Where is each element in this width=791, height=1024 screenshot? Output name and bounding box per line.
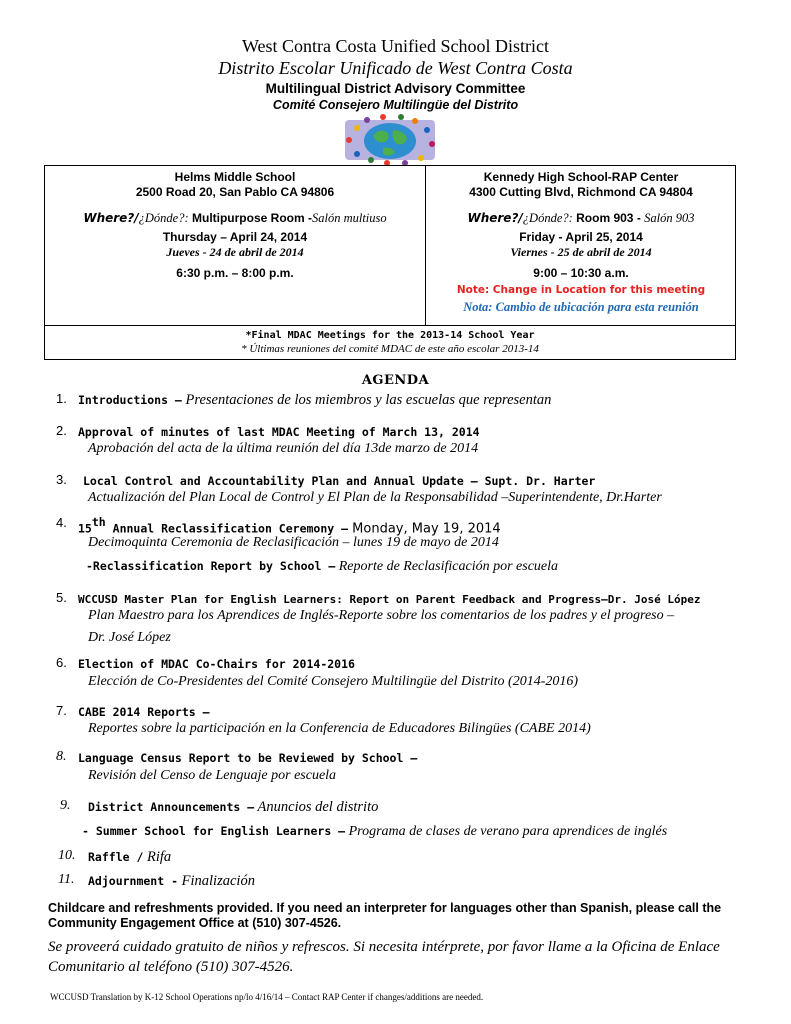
childcare-notice-es: Se proveerá cuidado gratuito de niños y refrescos. Si necesita intérprete, por favor llame a la Oficina de Enlace Comunitario al teléfono (510) 307-4526. (48, 939, 720, 975)
translation-credit: WCCUSD Translation by K-12 School Operations np/lo 4/16/14 – Contact RAP Center if changes/additions are needed. (50, 992, 484, 1002)
final-meetings-notice (44, 325, 736, 360)
meeting-date-en: Thursday – April 24, 2014 (162, 230, 308, 244)
item-subtitle-es: Reporte de Reclasificación por escuela (335, 559, 559, 574)
item-title-es: Finalización (178, 873, 255, 889)
item-title-es: Presentaciones de los miembros y las escuelas que representan (181, 392, 552, 408)
meeting-locations-table (44, 165, 736, 326)
item-title-en: Adjournment - (88, 874, 179, 888)
item-number: 3. (56, 472, 67, 487)
where-label-es: ¿Dónde?: (522, 211, 573, 225)
item-title-en: Language Census Report to be Reviewed by School – (78, 751, 418, 765)
location-room (45, 210, 425, 226)
meeting-date-en: Friday - April 25, 2014 (519, 230, 643, 244)
meeting-date-es: Jueves - 24 de abril de 2014 (166, 245, 304, 259)
location-kennedy (426, 166, 736, 316)
location-address: 4300 Cutting Blvd, Richmond CA 94804 (469, 185, 693, 199)
item-title-en: Local Control and Accountability Plan and Annual Update – Supt. Dr. Harter (83, 474, 596, 488)
item-number: 8. (56, 749, 67, 764)
room-label: Room 903 - (572, 211, 645, 225)
location-name: Kennedy High School-RAP Center (483, 170, 679, 184)
district-title-en: West Contra Costa Unified School District (241, 36, 549, 56)
room-label-es: Salón multiuso (311, 211, 387, 225)
item-number: 5. (56, 590, 67, 605)
item-number: 10. (58, 848, 76, 863)
item-title-es: Anuncios del distrito (254, 799, 379, 815)
item-title-es: Actualización del Plan Local de Control y El Plan de la Responsabilidad –Superintendente, Dr.Harter (88, 490, 662, 505)
location-change-note-en: Note: Change in Location for this meeting (456, 284, 706, 296)
item-number: 4. (56, 515, 67, 530)
item-number: 2. (56, 423, 67, 438)
item-title-en: Raffle / (88, 850, 144, 864)
where-label-en: Where?/ (83, 211, 139, 225)
location-name: Helms Middle School (174, 170, 296, 184)
item-subtitle (82, 824, 667, 840)
item-title-es: Rifa (143, 849, 172, 865)
meeting-date-es: Viernes - 25 de abril de 2014 (510, 245, 652, 259)
item-number: 6. (56, 655, 67, 670)
item-title-en: CABE 2014 Reports – (78, 705, 210, 719)
room-label-es: Salón 903 (644, 211, 695, 225)
where-label-es: ¿Dónde?: (138, 211, 189, 225)
globe-with-children-logo (343, 114, 438, 166)
item-title-en: Introductions – (78, 393, 182, 407)
item-title-en: Approval of minutes of last MDAC Meeting of March 13, 2014 (78, 425, 480, 439)
item-title-es: Aprobación del acta de la última reunión del día 13de marzo de 2014 (88, 441, 479, 456)
item-title-es: Reportes sobre la participación en la Conferencia de Educadores Bilingües (CABE 2014) (88, 721, 591, 736)
item-title-en: Election of MDAC Co-Chairs for 2014-2016 (78, 657, 355, 671)
room-label: Multipurpose Room - (188, 211, 312, 225)
item-title-es: Revisión del Censo de Lenguaje por escuela (88, 768, 337, 783)
committee-title-es: Comité Consejero Multilingüe del Distrito (272, 98, 519, 112)
item-number: 1. (56, 391, 67, 406)
district-title-es: Distrito Escolar Unificado de West Contra Costa (218, 58, 573, 78)
item-title-es: Elección de Co-Presidentes del Comité Consejero Multilingüe del Distrito (2014-2016) (88, 674, 579, 689)
item-title-en: District Announcements – (88, 800, 255, 814)
location-room (426, 210, 736, 226)
where-label-en: Where?/ (467, 211, 523, 225)
item-date: Monday, May 19, 2014 (348, 521, 501, 537)
item-number: 11. (58, 872, 75, 887)
item-subtitle-es: Programa de clases de verano para aprendices de inglés (345, 824, 668, 839)
final-meetings-en: *Final MDAC Meetings for the 2013-14 School Year (245, 330, 535, 341)
item-title-en: WCCUSD Master Plan for English Learners: Report on Parent Feedback and Progress–Dr. José López (78, 593, 701, 606)
location-change-note-es: Nota: Cambio de ubicación para esta reunión (463, 300, 699, 314)
meeting-time: 9:00 – 10:30 a.m. (533, 266, 629, 280)
location-address: 2500 Road 20, San Pablo CA 94806 (135, 185, 335, 199)
item-title-es: Decimoquinta Ceremonia de Reclasificación – lunes 19 de mayo de 2014 (88, 535, 499, 550)
agenda-title: AGENDA (361, 373, 430, 388)
item-title-es-continued: Dr. José López (88, 630, 171, 645)
item-subtitle (86, 559, 558, 575)
item-subtitle-en: -Reclassification Report by School – (86, 559, 336, 573)
item-subtitle-en: - Summer School for English Learners – (82, 824, 346, 838)
location-helms (45, 166, 425, 281)
meeting-time: 6:30 p.m. – 8:00 p.m. (176, 266, 294, 280)
item-title-es: Plan Maestro para los Aprendices de Inglés-Reporte sobre los comentarios de los padres y el progreso – (88, 608, 675, 623)
item-ordinal: 15 (78, 521, 92, 536)
item-ordinal-suffix: th (91, 515, 106, 529)
committee-title-en: Multilingual District Advisory Committee (265, 81, 526, 96)
item-number: 9. (60, 798, 71, 813)
childcare-notice-en: Childcare and refreshments provided. If you need an interpreter for languages other than Spanish, please call the Community Engagement Office at (510) 307-4526. (48, 901, 722, 930)
item-title-en: Annual Reclassification Ceremony – (105, 521, 349, 536)
final-meetings-es: * Últimas reuniones del comité MDAC de este año escolar 2013-14 (241, 343, 539, 355)
item-number: 7. (56, 703, 67, 718)
